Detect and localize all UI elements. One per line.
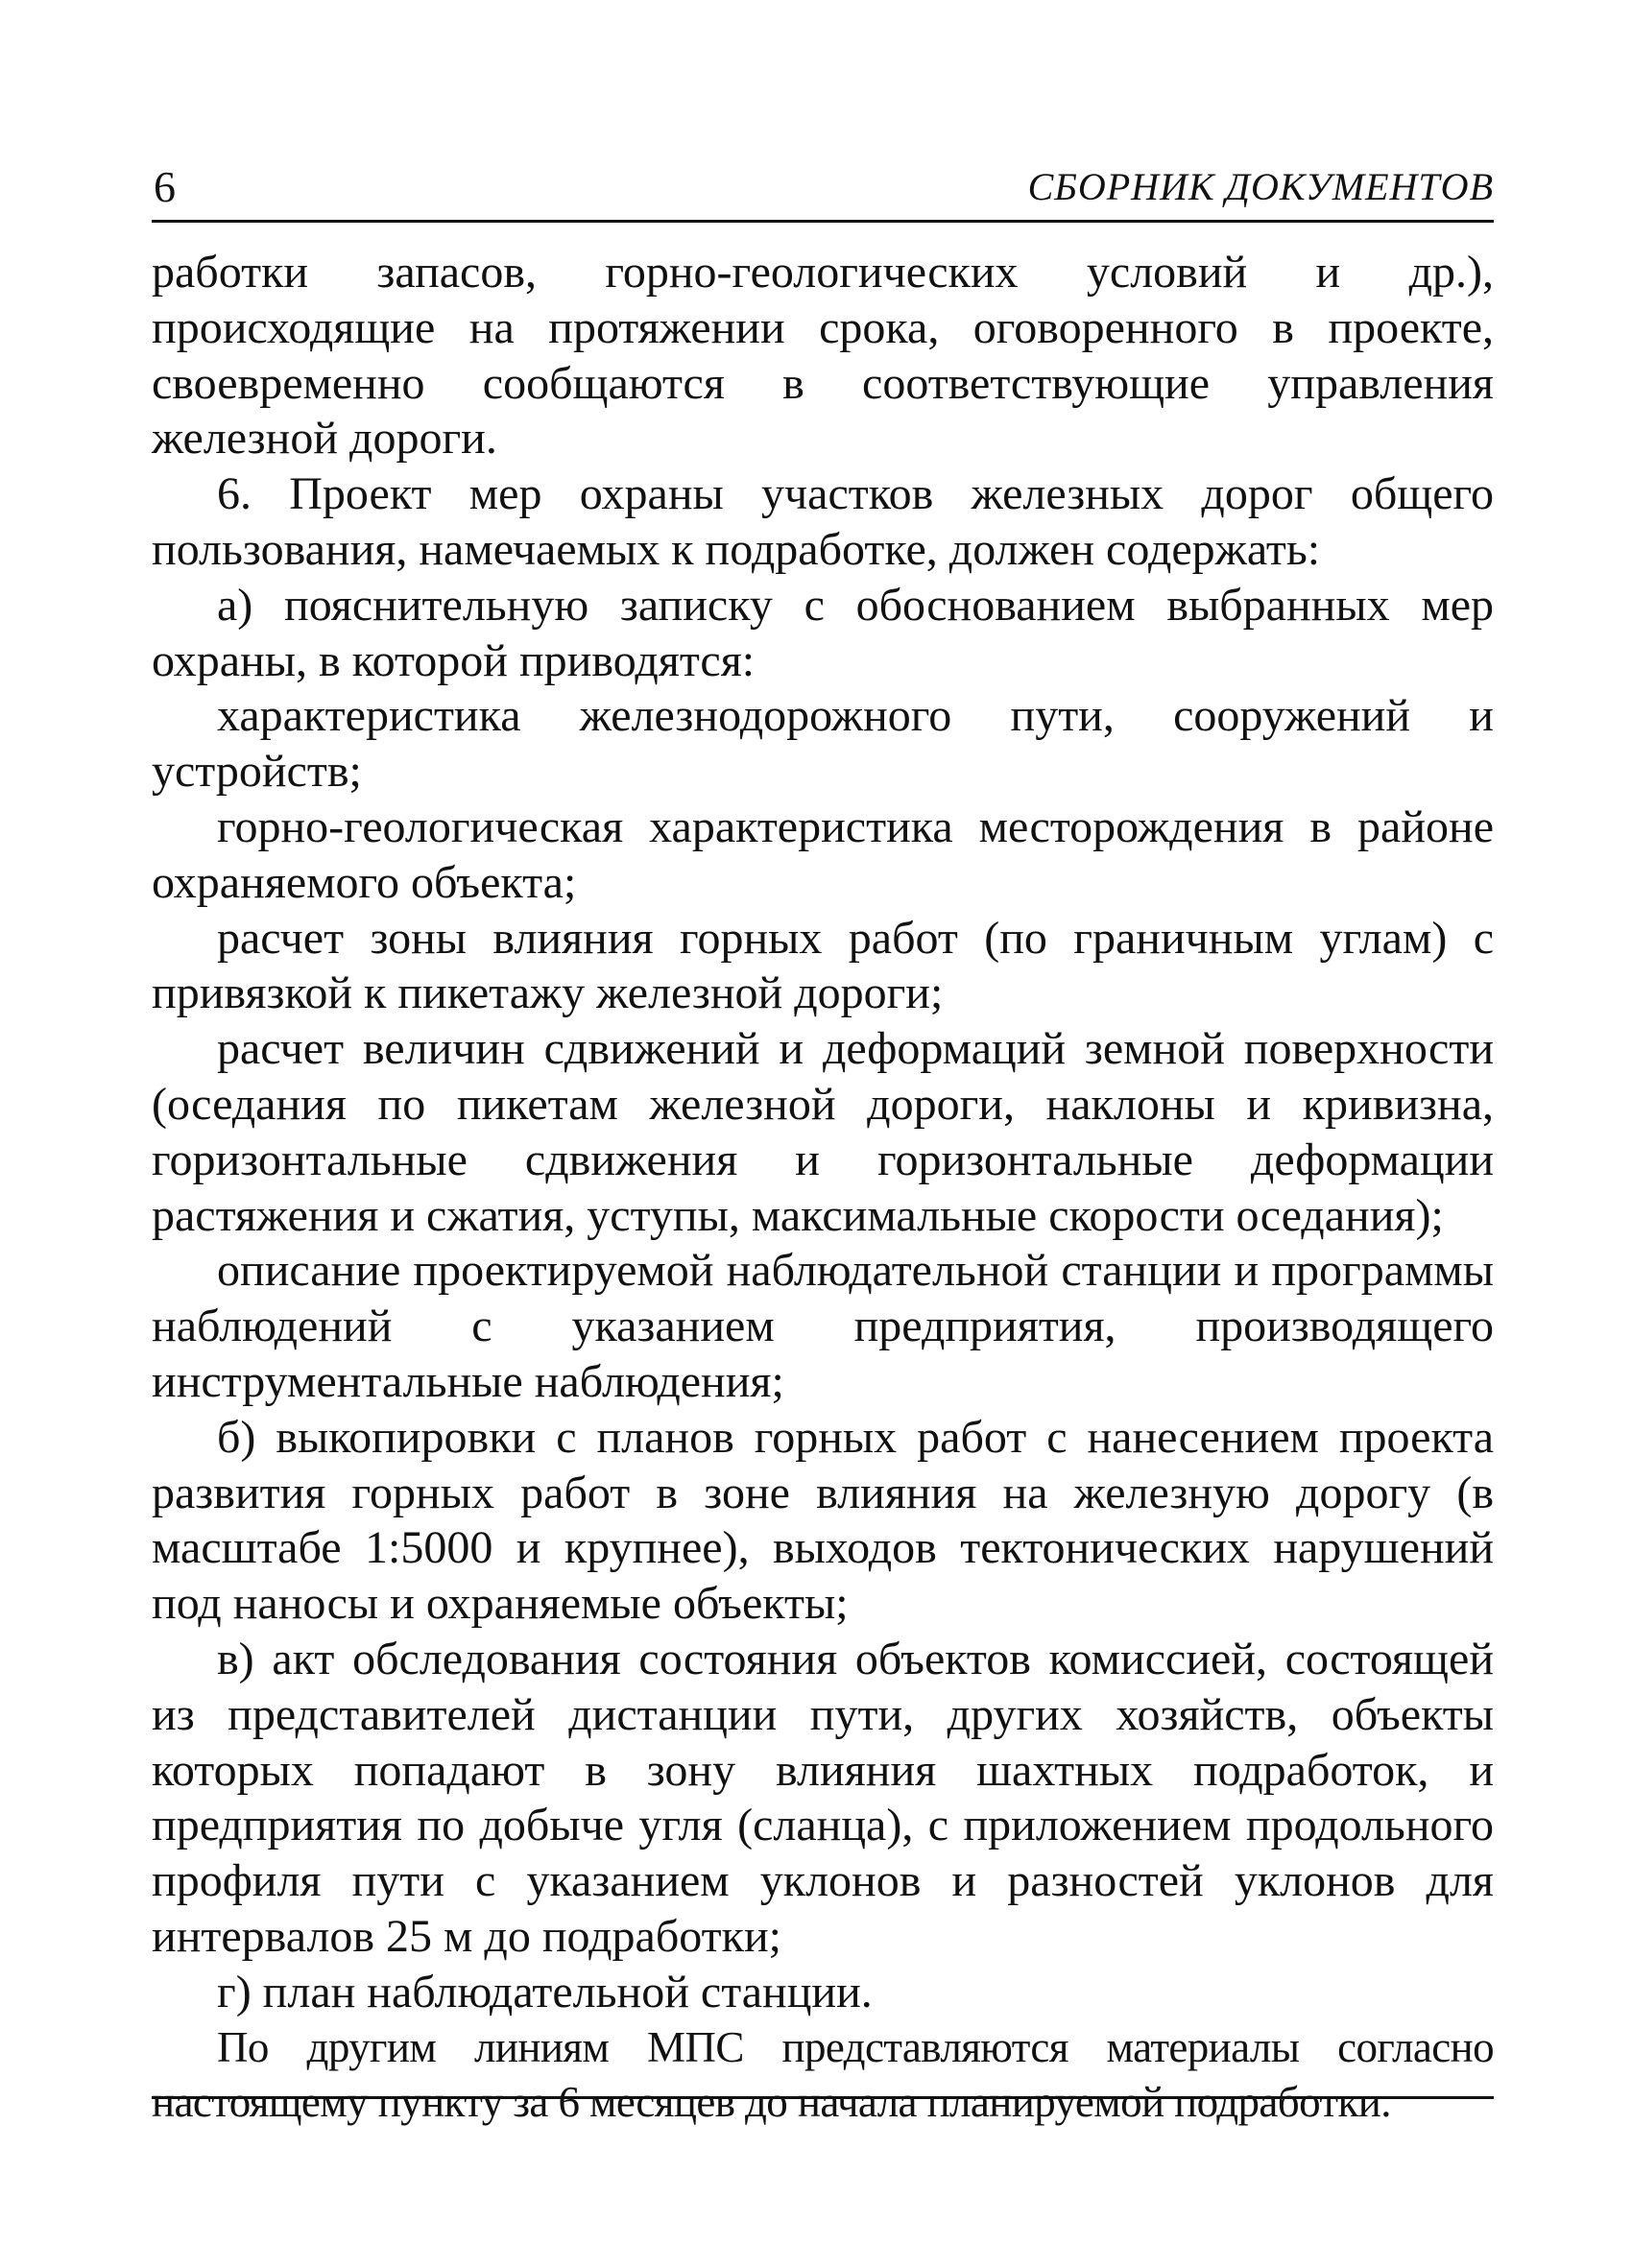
footer-rule bbox=[152, 2096, 1494, 2099]
paragraph-influence-zone: расчет зоны влияния горных работ (по граничным углам) с привязкой к пикетажу железной дороги; bbox=[152, 912, 1494, 1019]
paragraph-continuation: работки запасов, горно-геологических условий и др.), происходящие на протяжении срока, оговоренного в проекте, своевременно сообщаются в соответствующие управления железной дороги. bbox=[152, 247, 1494, 465]
paragraph-deformation-calc: расчет величин сдвижений и деформаций земной поверхности (оседания по пикетам железной дороги, наклоны и кривизна, горизонтальные сдвижения и горизонтальные деформации растяжения и сжатия, уступы, максимальные скорости оседания); bbox=[152, 1023, 1494, 1241]
page-number: 6 bbox=[154, 162, 176, 211]
paragraph-item-g: г) план наблюдательной станции. bbox=[217, 1966, 873, 2017]
paragraph-observation-station: описание проектируемой наблюдательной станции и программы наблюдений с указанием предприятия, производящего инструментальные наблюдения; bbox=[152, 1245, 1494, 1407]
paragraph-other-lines: По другим линиям МПС представляются материалы согласно настоящему пункту за 6 месяцев до начала планируемой подработки. bbox=[152, 2022, 1494, 2127]
body-text bbox=[152, 245, 1494, 2131]
paragraph-item-6: 6. Проект мер охраны участков железных дорог общего пользования, намечаемых к подработке, должен содержать: bbox=[152, 468, 1494, 575]
paragraph-geology-characteristics: горно-геологическая характеристика месторождения в районе охраняемого объекта; bbox=[152, 800, 1494, 908]
running-head: СБОРНИК ДОКУМЕНТОВ bbox=[1027, 165, 1494, 208]
paragraph-item-b: б) выкопировки с планов горных работ с нанесением проекта развития горных работ в зоне влияния на железную дорогу (в масштабе 1:5000 и крупнее), выходов тектонических нарушений под наносы и охраняемые объекты; bbox=[152, 1411, 1494, 1630]
page-header bbox=[152, 158, 1494, 223]
paragraph-track-characteristics: характеристика железнодорожного пути, сооружений и устройств; bbox=[152, 690, 1494, 798]
paragraph-item-a: а) пояснительную записку с обоснованием выбранных мер охраны, в которой приводятся: bbox=[152, 579, 1494, 686]
paragraph-item-v: в) акт обследования состояния объектов комиссией, состоящей из представителей дистанции пути, других хозяйств, объекты которых попадают в зону влияния шахтных подработок, и предприятия по добыче угля (сланца), с приложением продольного профиля пути с указанием уклонов и разностей уклонов для интервалов 25 м до подработки; bbox=[152, 1633, 1494, 1962]
